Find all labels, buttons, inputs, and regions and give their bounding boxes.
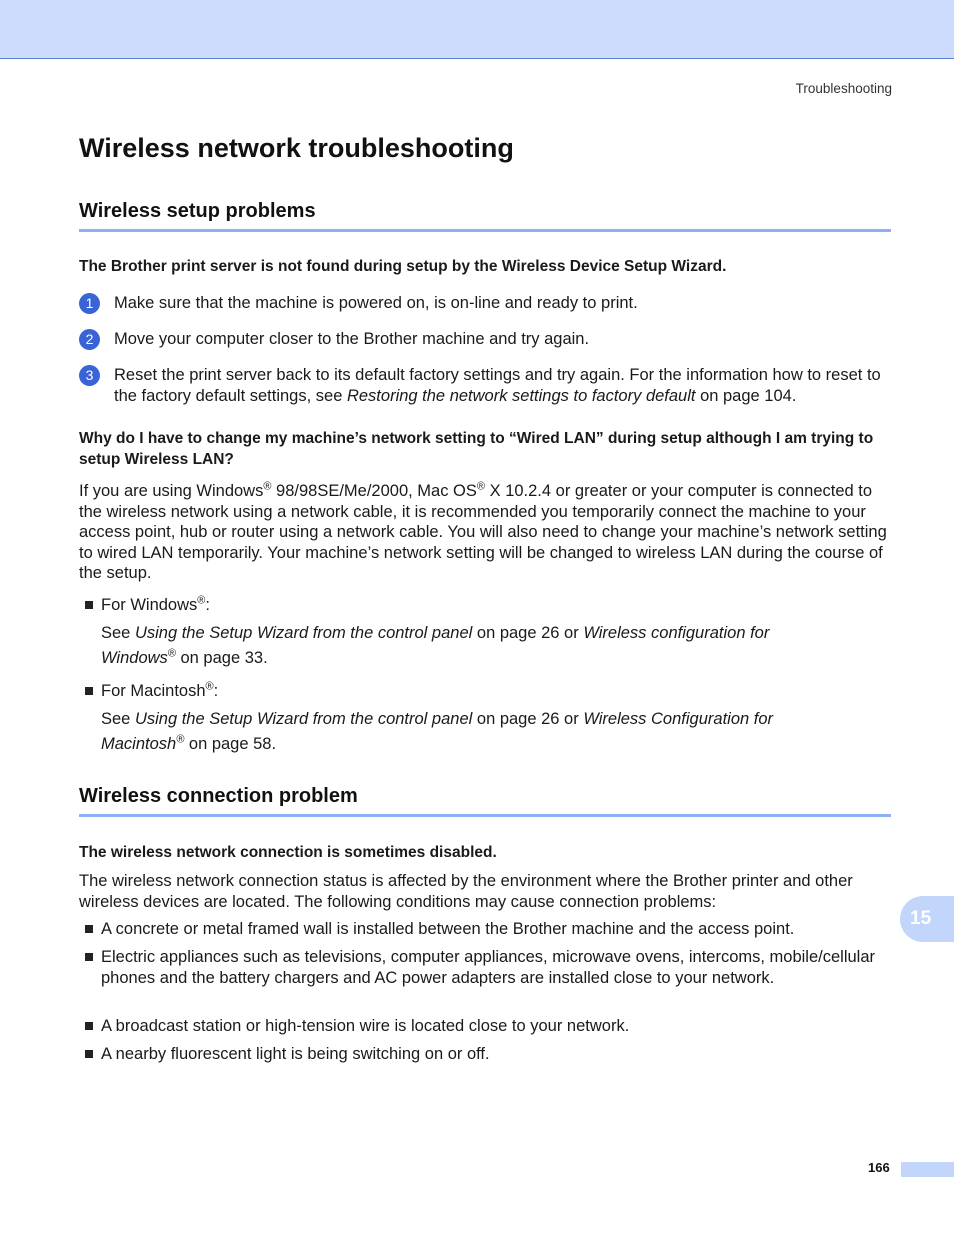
bullet-text: A broadcast station or high-tension wire is located close to your network. (101, 1017, 630, 1035)
question-connection-disabled: The wireless network connection is sometimes disabled. (79, 844, 497, 861)
registered-mark: ® (263, 480, 272, 493)
page-number-bar (901, 1162, 954, 1177)
running-head: Troubleshooting (795, 81, 892, 96)
step-text-part: on page 104. (695, 386, 797, 405)
bullet-colon: : (213, 682, 219, 700)
chapter-tab[interactable]: 15 (900, 896, 954, 942)
question-wired-lan: Why do I have to change my machine’s network setting to “Wired LAN” during setup although I am trying to setup Wireless LAN? (79, 430, 874, 468)
step-text: Move your computer closer to the Brother machine and try again. (114, 330, 590, 348)
step-1 (79, 293, 891, 314)
wired-lan-paragraph (79, 481, 891, 584)
bullet-item (85, 919, 891, 940)
reference-link-text: Wireless Configuration for Macintosh (101, 710, 774, 753)
bullet-for-macintosh (85, 681, 891, 702)
reference-text: on page 26 or (472, 710, 584, 728)
page-title: Wireless network troubleshooting (79, 133, 514, 163)
bullet-item (85, 1016, 891, 1037)
step-number-badge: 3 (79, 365, 100, 386)
bullet-square-icon (85, 1050, 93, 1058)
bullet-text (101, 681, 891, 702)
registered-mark: ® (476, 480, 486, 493)
bullet-square-icon (85, 925, 93, 933)
bullet-label: For Windows (101, 596, 198, 614)
bullet-text: Electric appliances such as televisions, computer appliances, microwave ovens, intercoms, mobile/cellular phones and the battery chargers and AC power adapters are installed close to your network. (101, 948, 876, 987)
step-text: Make sure that the machine is powered on, is on-line and ready to print. (114, 294, 638, 312)
paragraph-text: 98/98SE/Me/2000, Mac OS (271, 482, 477, 500)
paragraph-text: If you are using Windows (79, 482, 264, 500)
bullet-text (101, 595, 891, 616)
bullet-square-icon (85, 1022, 93, 1030)
reference-link-setup-wizard[interactable]: Using the Setup Wizard from the control panel (134, 710, 473, 728)
page-number: 166 (868, 1160, 890, 1175)
step-3 (79, 365, 891, 406)
step-text (114, 365, 891, 406)
reference-text: on page 58. (184, 735, 277, 753)
section-heading-connection: Wireless connection problem (79, 785, 891, 817)
bullet-label: For Macintosh (101, 682, 206, 700)
reference-text: See (101, 624, 135, 642)
section-heading-setup: Wireless setup problems (79, 200, 891, 232)
step-number-badge: 2 (79, 329, 100, 350)
reference-link-restore-defaults[interactable]: Restoring the network settings to factory default (346, 386, 696, 405)
connection-paragraph: The wireless network connection status is affected by the environment where the Brother printer and other wireless devices are located. The following conditions may cause connection problems: (79, 872, 853, 911)
bullet-item (85, 1044, 891, 1065)
bullet-text: A concrete or metal framed wall is installed between the Brother machine and the access point. (101, 920, 795, 938)
step-number-badge: 1 (79, 293, 100, 314)
bullet-square-icon (85, 953, 93, 961)
bullet-for-windows (85, 595, 891, 616)
reference-text: on page 33. (175, 649, 268, 667)
step-text-part: Reset the print server back to its default factory settings and try again. For the information how to reset to the factory default settings, see (114, 366, 881, 405)
macintosh-reference (101, 707, 801, 757)
registered-mark: ® (197, 594, 206, 607)
step-2 (79, 329, 891, 350)
bullet-item (85, 947, 891, 988)
reference-text: on page 26 or (472, 624, 584, 642)
reference-link-text: Wireless configuration for Windows (101, 624, 770, 667)
bullet-square-icon (85, 601, 93, 609)
question-server-not-found: The Brother print server is not found during setup by the Wireless Device Setup Wizard. (79, 258, 727, 275)
registered-mark: ® (167, 647, 176, 660)
registered-mark: ® (176, 733, 185, 746)
bullet-square-icon (85, 687, 93, 695)
registered-mark: ® (205, 680, 214, 693)
reference-link-setup-wizard[interactable]: Using the Setup Wizard from the control panel (134, 624, 473, 642)
windows-reference (101, 621, 801, 671)
paragraph-text: X 10.2.4 or greater or your computer is connected to the wireless network using a network cable, it is recommended you temporarily connect the machine to your access point, hub or router using a network cable. You will also need to change your machine’s network setting to wired LAN temporarily. Your machine’s network setting will be changed to wireless LAN during the course of the setup. (79, 482, 887, 582)
header-band (0, 0, 954, 59)
bullet-colon: : (205, 596, 210, 614)
bullet-text: A nearby fluorescent light is being switching on or off. (101, 1045, 490, 1063)
reference-text: See (101, 710, 135, 728)
